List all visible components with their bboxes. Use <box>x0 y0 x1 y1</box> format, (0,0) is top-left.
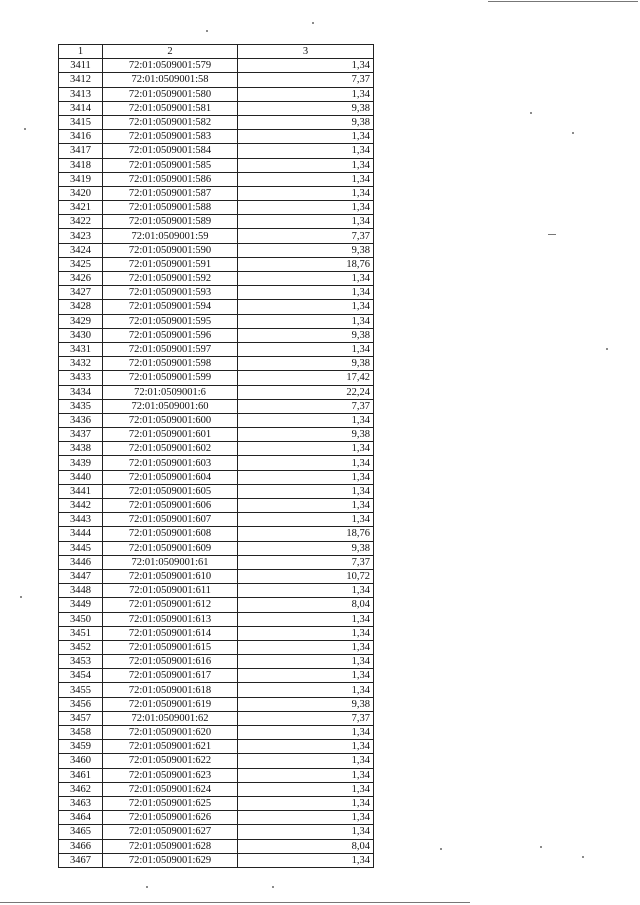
row-number: 3454 <box>59 669 103 683</box>
row-number: 3461 <box>59 768 103 782</box>
row-number: 3449 <box>59 598 103 612</box>
scan-speck <box>20 596 22 598</box>
row-number: 3428 <box>59 300 103 314</box>
cadastral-number: 72:01:0509001:590 <box>103 243 238 257</box>
area-value: 1,34 <box>238 768 374 782</box>
scan-edge-line <box>0 902 470 903</box>
area-value: 1,34 <box>238 442 374 456</box>
cadastral-number: 72:01:0509001:582 <box>103 115 238 129</box>
area-value: 9,38 <box>238 428 374 442</box>
area-value: 1,34 <box>238 584 374 598</box>
area-value: 7,37 <box>238 555 374 569</box>
row-number: 3450 <box>59 612 103 626</box>
cadastral-number: 72:01:0509001:617 <box>103 669 238 683</box>
cadastral-number: 72:01:0509001:595 <box>103 314 238 328</box>
table-row <box>59 626 374 640</box>
table-row <box>59 229 374 243</box>
column-header: 2 <box>103 45 238 59</box>
cadastral-number: 72:01:0509001:589 <box>103 215 238 229</box>
row-number: 3419 <box>59 172 103 186</box>
cadastral-number: 72:01:0509001:598 <box>103 357 238 371</box>
row-number: 3435 <box>59 399 103 413</box>
cadastral-number: 72:01:0509001:592 <box>103 272 238 286</box>
cadastral-number: 72:01:0509001:605 <box>103 484 238 498</box>
scan-speck <box>440 848 442 850</box>
area-value: 18,76 <box>238 257 374 271</box>
table-row <box>59 130 374 144</box>
column-header: 1 <box>59 45 103 59</box>
table-row <box>59 201 374 215</box>
row-number: 3413 <box>59 87 103 101</box>
area-value: 1,34 <box>238 272 374 286</box>
table-row <box>59 357 374 371</box>
cadastral-number: 72:01:0509001:587 <box>103 186 238 200</box>
row-number: 3452 <box>59 640 103 654</box>
cadastral-number: 72:01:0509001:58 <box>103 73 238 87</box>
cadastral-number: 72:01:0509001:600 <box>103 413 238 427</box>
cadastral-number: 72:01:0509001:621 <box>103 740 238 754</box>
cadastral-number: 72:01:0509001:607 <box>103 513 238 527</box>
cadastral-number: 72:01:0509001:6 <box>103 385 238 399</box>
row-number: 3411 <box>59 59 103 73</box>
table-row <box>59 669 374 683</box>
area-value: 1,34 <box>238 59 374 73</box>
table-row <box>59 243 374 257</box>
cadastral-number: 72:01:0509001:603 <box>103 456 238 470</box>
cadastral-number: 72:01:0509001:604 <box>103 470 238 484</box>
area-value: 1,34 <box>238 683 374 697</box>
row-number: 3412 <box>59 73 103 87</box>
area-value: 1,34 <box>238 782 374 796</box>
area-value: 22,24 <box>238 385 374 399</box>
row-number: 3456 <box>59 697 103 711</box>
table-row <box>59 499 374 513</box>
cadastral-number: 72:01:0509001:613 <box>103 612 238 626</box>
cadastral-number: 72:01:0509001:593 <box>103 286 238 300</box>
row-number: 3459 <box>59 740 103 754</box>
scan-speck <box>146 886 148 888</box>
table-row <box>59 796 374 810</box>
area-value: 9,38 <box>238 115 374 129</box>
table-row <box>59 428 374 442</box>
area-value: 1,34 <box>238 754 374 768</box>
area-value: 10,72 <box>238 569 374 583</box>
table-row <box>59 655 374 669</box>
cadastral-table <box>58 44 374 868</box>
row-number: 3434 <box>59 385 103 399</box>
row-number: 3427 <box>59 286 103 300</box>
area-value: 1,34 <box>238 456 374 470</box>
row-number: 3453 <box>59 655 103 669</box>
row-number: 3462 <box>59 782 103 796</box>
area-value: 1,34 <box>238 413 374 427</box>
scan-speck <box>540 846 542 848</box>
row-number: 3417 <box>59 144 103 158</box>
scan-speck <box>24 128 26 130</box>
table-row <box>59 711 374 725</box>
table-row <box>59 697 374 711</box>
table-row <box>59 470 374 484</box>
row-number: 3416 <box>59 130 103 144</box>
area-value: 7,37 <box>238 399 374 413</box>
table-row <box>59 782 374 796</box>
row-number: 3441 <box>59 484 103 498</box>
table-row <box>59 385 374 399</box>
area-value: 1,34 <box>238 655 374 669</box>
cadastral-number: 72:01:0509001:61 <box>103 555 238 569</box>
table-row <box>59 569 374 583</box>
table-row <box>59 328 374 342</box>
table-row <box>59 371 374 385</box>
row-number: 3430 <box>59 328 103 342</box>
table-row <box>59 413 374 427</box>
area-value: 9,38 <box>238 541 374 555</box>
table-row <box>59 342 374 356</box>
table-row <box>59 740 374 754</box>
row-number: 3447 <box>59 569 103 583</box>
area-value: 1,34 <box>238 172 374 186</box>
row-number: 3460 <box>59 754 103 768</box>
scan-speck <box>206 30 208 32</box>
scan-speck <box>582 856 584 858</box>
area-value: 1,34 <box>238 796 374 810</box>
table-row <box>59 811 374 825</box>
area-value: 1,34 <box>238 314 374 328</box>
cadastral-number: 72:01:0509001:62 <box>103 711 238 725</box>
cadastral-number: 72:01:0509001:580 <box>103 87 238 101</box>
cadastral-number: 72:01:0509001:596 <box>103 328 238 342</box>
area-value: 9,38 <box>238 101 374 115</box>
table-row <box>59 555 374 569</box>
row-number: 3467 <box>59 853 103 867</box>
table-row <box>59 456 374 470</box>
row-number: 3432 <box>59 357 103 371</box>
area-value: 8,04 <box>238 598 374 612</box>
row-number: 3414 <box>59 101 103 115</box>
cadastral-number: 72:01:0509001:585 <box>103 158 238 172</box>
row-number: 3426 <box>59 272 103 286</box>
cadastral-number: 72:01:0509001:629 <box>103 853 238 867</box>
cadastral-number: 72:01:0509001:602 <box>103 442 238 456</box>
row-number: 3439 <box>59 456 103 470</box>
cadastral-number: 72:01:0509001:622 <box>103 754 238 768</box>
table-row <box>59 158 374 172</box>
table-row <box>59 314 374 328</box>
table-row <box>59 300 374 314</box>
cadastral-number: 72:01:0509001:599 <box>103 371 238 385</box>
cadastral-number: 72:01:0509001:60 <box>103 399 238 413</box>
row-number: 3463 <box>59 796 103 810</box>
cadastral-number: 72:01:0509001:628 <box>103 839 238 853</box>
area-value: 1,34 <box>238 484 374 498</box>
table-row <box>59 853 374 867</box>
area-value: 8,04 <box>238 839 374 853</box>
table-row <box>59 541 374 555</box>
area-value: 7,37 <box>238 711 374 725</box>
row-number: 3458 <box>59 726 103 740</box>
area-value: 1,34 <box>238 811 374 825</box>
table-row <box>59 101 374 115</box>
row-number: 3440 <box>59 470 103 484</box>
cadastral-number: 72:01:0509001:616 <box>103 655 238 669</box>
area-value: 1,34 <box>238 640 374 654</box>
cadastral-number: 72:01:0509001:615 <box>103 640 238 654</box>
row-number: 3420 <box>59 186 103 200</box>
area-value: 17,42 <box>238 371 374 385</box>
cadastral-number: 72:01:0509001:597 <box>103 342 238 356</box>
row-number: 3464 <box>59 811 103 825</box>
cadastral-number: 72:01:0509001:583 <box>103 130 238 144</box>
row-number: 3424 <box>59 243 103 257</box>
table-row <box>59 683 374 697</box>
row-number: 3422 <box>59 215 103 229</box>
scan-speck <box>572 132 574 134</box>
cadastral-number: 72:01:0509001:591 <box>103 257 238 271</box>
area-value: 1,34 <box>238 300 374 314</box>
table-row <box>59 87 374 101</box>
cadastral-number: 72:01:0509001:614 <box>103 626 238 640</box>
area-value: 1,34 <box>238 201 374 215</box>
row-number: 3436 <box>59 413 103 427</box>
area-value: 1,34 <box>238 513 374 527</box>
area-value: 18,76 <box>238 527 374 541</box>
table-row <box>59 726 374 740</box>
table-row <box>59 839 374 853</box>
cadastral-number: 72:01:0509001:581 <box>103 101 238 115</box>
table-row <box>59 215 374 229</box>
row-number: 3429 <box>59 314 103 328</box>
cadastral-number: 72:01:0509001:627 <box>103 825 238 839</box>
cadastral-number: 72:01:0509001:626 <box>103 811 238 825</box>
area-value: 1,34 <box>238 87 374 101</box>
table-row <box>59 73 374 87</box>
row-number: 3421 <box>59 201 103 215</box>
area-value: 9,38 <box>238 328 374 342</box>
area-value: 1,34 <box>238 853 374 867</box>
cadastral-number: 72:01:0509001:610 <box>103 569 238 583</box>
row-number: 3437 <box>59 428 103 442</box>
table-header-row <box>59 45 374 59</box>
table-row <box>59 527 374 541</box>
table-row <box>59 442 374 456</box>
table-row <box>59 286 374 300</box>
area-value: 1,34 <box>238 726 374 740</box>
row-number: 3466 <box>59 839 103 853</box>
table-row <box>59 399 374 413</box>
row-number: 3451 <box>59 626 103 640</box>
row-number: 3444 <box>59 527 103 541</box>
row-number: 3446 <box>59 555 103 569</box>
cadastral-number: 72:01:0509001:579 <box>103 59 238 73</box>
cadastral-number: 72:01:0509001:625 <box>103 796 238 810</box>
cadastral-number: 72:01:0509001:619 <box>103 697 238 711</box>
area-value: 9,38 <box>238 697 374 711</box>
row-number: 3445 <box>59 541 103 555</box>
table-row <box>59 640 374 654</box>
table-row <box>59 144 374 158</box>
column-header: 3 <box>238 45 374 59</box>
area-value: 1,34 <box>238 144 374 158</box>
table-row <box>59 825 374 839</box>
cadastral-number: 72:01:0509001:588 <box>103 201 238 215</box>
area-value: 1,34 <box>238 186 374 200</box>
area-value: 7,37 <box>238 73 374 87</box>
cadastral-number: 72:01:0509001:609 <box>103 541 238 555</box>
cadastral-number: 72:01:0509001:608 <box>103 527 238 541</box>
area-value: 1,34 <box>238 215 374 229</box>
area-value: 1,34 <box>238 158 374 172</box>
table-row <box>59 754 374 768</box>
table-row <box>59 186 374 200</box>
scan-edge-line <box>488 1 638 2</box>
cadastral-number: 72:01:0509001:620 <box>103 726 238 740</box>
cadastral-number: 72:01:0509001:611 <box>103 584 238 598</box>
cadastral-number: 72:01:0509001:601 <box>103 428 238 442</box>
cadastral-number: 72:01:0509001:623 <box>103 768 238 782</box>
row-number: 3418 <box>59 158 103 172</box>
row-number: 3431 <box>59 342 103 356</box>
row-number: 3438 <box>59 442 103 456</box>
scan-speck <box>548 234 556 235</box>
area-value: 1,34 <box>238 669 374 683</box>
row-number: 3415 <box>59 115 103 129</box>
row-number: 3448 <box>59 584 103 598</box>
area-value: 7,37 <box>238 229 374 243</box>
table-row <box>59 484 374 498</box>
table-row <box>59 513 374 527</box>
area-value: 1,34 <box>238 130 374 144</box>
table-row <box>59 257 374 271</box>
area-value: 9,38 <box>238 243 374 257</box>
cadastral-number: 72:01:0509001:584 <box>103 144 238 158</box>
cadastral-number: 72:01:0509001:612 <box>103 598 238 612</box>
row-number: 3443 <box>59 513 103 527</box>
table-row <box>59 598 374 612</box>
area-value: 1,34 <box>238 286 374 300</box>
table-row <box>59 59 374 73</box>
table-row <box>59 272 374 286</box>
row-number: 3423 <box>59 229 103 243</box>
table-row <box>59 172 374 186</box>
row-number: 3457 <box>59 711 103 725</box>
scan-speck <box>312 22 314 24</box>
cadastral-number: 72:01:0509001:594 <box>103 300 238 314</box>
scan-speck <box>606 348 608 350</box>
row-number: 3425 <box>59 257 103 271</box>
row-number: 3455 <box>59 683 103 697</box>
area-value: 1,34 <box>238 740 374 754</box>
table-row <box>59 115 374 129</box>
table-row <box>59 612 374 626</box>
area-value: 1,34 <box>238 626 374 640</box>
area-value: 1,34 <box>238 499 374 513</box>
area-value: 1,34 <box>238 612 374 626</box>
cadastral-number: 72:01:0509001:586 <box>103 172 238 186</box>
scan-speck <box>272 886 274 888</box>
area-value: 9,38 <box>238 357 374 371</box>
row-number: 3442 <box>59 499 103 513</box>
row-number: 3433 <box>59 371 103 385</box>
table-row <box>59 584 374 598</box>
cadastral-number: 72:01:0509001:618 <box>103 683 238 697</box>
row-number: 3465 <box>59 825 103 839</box>
cadastral-number: 72:01:0509001:606 <box>103 499 238 513</box>
scan-speck <box>530 112 532 114</box>
area-value: 1,34 <box>238 470 374 484</box>
area-value: 1,34 <box>238 342 374 356</box>
area-value: 1,34 <box>238 825 374 839</box>
table-row <box>59 768 374 782</box>
cadastral-number: 72:01:0509001:59 <box>103 229 238 243</box>
cadastral-number: 72:01:0509001:624 <box>103 782 238 796</box>
